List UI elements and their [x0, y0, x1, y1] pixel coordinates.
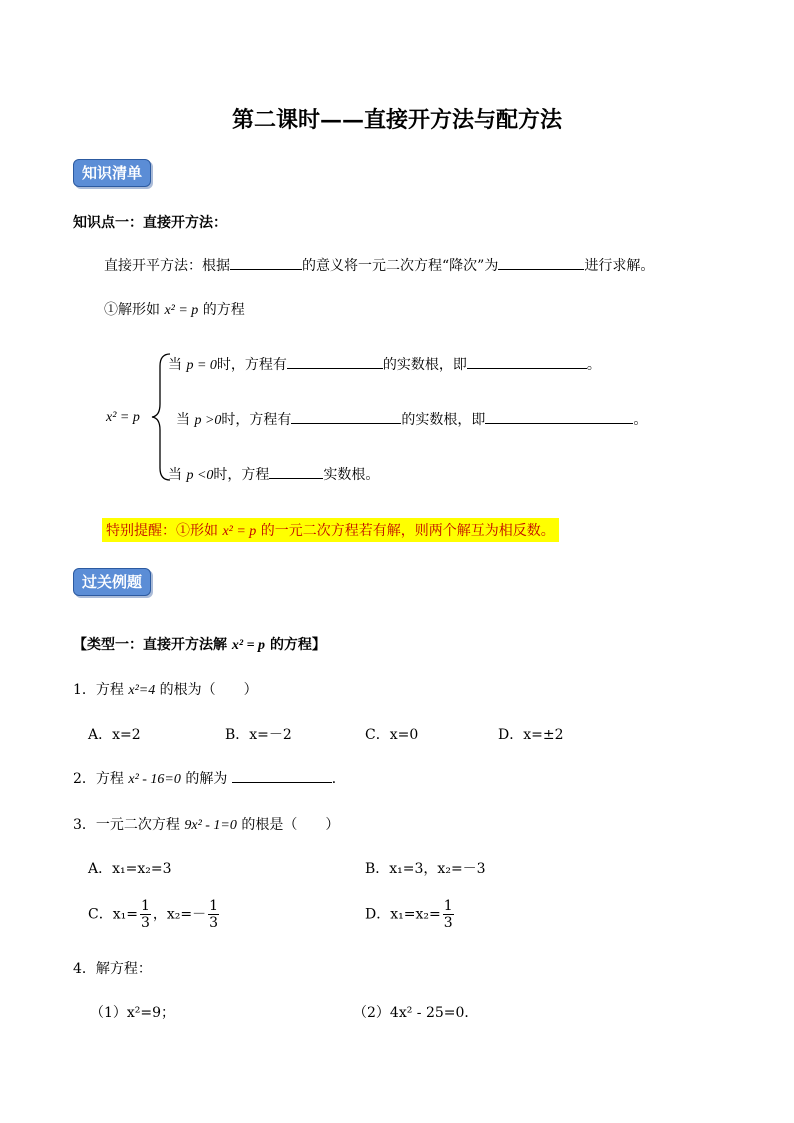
question-4-stem: 4．解方程： [73, 961, 152, 977]
q2-pre: 2．方程 [73, 771, 129, 787]
special-reminder [102, 518, 559, 542]
q1-option-b[interactable]: B．x=－2 [225, 727, 292, 743]
question-1-stem [73, 679, 258, 699]
question-2 [73, 768, 346, 788]
q3-option-d[interactable] [365, 898, 456, 931]
q4-part-2: （2）4x² - 25=0． [353, 1005, 479, 1021]
case2-condition: p >0 [194, 413, 222, 428]
q4-part-1: （1）x²=9； [90, 1005, 176, 1021]
frac-num: 1 [140, 898, 150, 914]
section-badge-knowledge: 知识清单 [73, 159, 151, 187]
fraction-one-third-2 [208, 898, 219, 931]
case3-mid: 时，方程 [213, 467, 270, 483]
blank-5[interactable] [291, 409, 401, 424]
q3-option-b[interactable]: B．x₁=3，x₂=－3 [365, 861, 486, 877]
blank-2[interactable] [498, 255, 584, 270]
q1-option-c[interactable]: C．x=0 [365, 727, 419, 743]
blank-6[interactable] [485, 409, 633, 424]
q1-option-a[interactable]: A．x=2 [88, 727, 141, 743]
knowledge-point-title: 知识点一：直接开方法： [73, 215, 227, 231]
q3-equation: 9x² - 1=0 [184, 818, 237, 833]
frac-num-3: 1 [443, 898, 453, 914]
q3-post: 的根是（ ） [236, 817, 340, 833]
form-line [104, 299, 245, 319]
section-badge-examples: 过关例题 [73, 568, 151, 596]
frac-num-2: 1 [209, 898, 219, 914]
case2-mid2: 的实数根，即 [401, 412, 486, 428]
blank-4[interactable] [467, 354, 587, 369]
case1-mid: 时，方程有 [216, 357, 287, 373]
q3d-pre: D．x₁=x₂= [365, 906, 441, 923]
case3-pre: 当 [168, 467, 182, 483]
q3c-pre: C．x₁= [88, 906, 138, 923]
case1-end: 。 [586, 357, 601, 373]
form-equation: x² = p [164, 303, 199, 318]
q2-equation: x² - 16=0 [128, 772, 181, 787]
q3c-mid: ，x₂=－ [152, 906, 207, 923]
system-left-equation: x² = p [106, 410, 140, 425]
frac-den-2: 3 [209, 915, 219, 931]
q3-option-c[interactable] [88, 898, 221, 931]
definition-line [104, 255, 654, 275]
question-3-stem [73, 814, 339, 834]
blank-3[interactable] [287, 354, 383, 369]
case2-end: 。 [633, 412, 648, 428]
type1-post: 的方程】 [269, 637, 326, 653]
definition-post: 进行求解。 [584, 258, 655, 274]
blank-7[interactable] [269, 464, 323, 479]
case-1 [168, 354, 601, 374]
case1-mid2: 的实数根，即 [382, 357, 467, 373]
case-2 [176, 409, 647, 429]
case3-condition: p <0 [186, 468, 214, 483]
fraction-one-third-3 [443, 898, 454, 931]
type1-pre: 【类型一：直接开方法解 [73, 637, 227, 653]
case1-condition: p = 0 [186, 358, 217, 373]
q1-pre: 1．方程 [73, 682, 129, 698]
frac-den-3: 3 [443, 915, 453, 931]
form-post: 的方程 [202, 302, 245, 318]
blank-1[interactable] [230, 255, 302, 270]
page-title: 第二课时——直接开方法与配方法 [231, 107, 562, 133]
form-pre: ①解形如 [104, 302, 160, 318]
case2-pre: 当 [176, 412, 190, 428]
case1-pre: 当 [168, 357, 182, 373]
reminder-post: 的一元二次方程若有解，则两个解互为相反数。 [260, 523, 555, 539]
definition-mid: 的意义将一元二次方程“降次”为 [302, 258, 499, 274]
case-3 [168, 464, 379, 484]
definition-pre: 直接开平方法：根据 [104, 258, 230, 274]
case3-post: 实数根。 [323, 467, 380, 483]
reminder-pre: 特别提醒：①形如 [106, 523, 218, 539]
frac-den: 3 [140, 915, 150, 931]
q1-option-d[interactable]: D．x=±2 [498, 727, 564, 743]
q3-pre: 3．一元二次方程 [73, 817, 185, 833]
type-heading [73, 634, 326, 654]
q1-post: 的根为（ ） [155, 682, 258, 698]
type1-equation: x² = p [231, 638, 266, 653]
q2-post: 的解为 [180, 771, 228, 787]
case2-mid: 时，方程有 [221, 412, 292, 428]
reminder-equation: x² = p [222, 524, 257, 539]
q1-equation: x²=4 [128, 683, 156, 698]
fraction-one-third [140, 898, 151, 931]
q3-option-a[interactable]: A．x₁=x₂=3 [88, 861, 172, 877]
q2-end: ． [331, 771, 346, 787]
q2-answer-blank[interactable] [232, 768, 332, 783]
